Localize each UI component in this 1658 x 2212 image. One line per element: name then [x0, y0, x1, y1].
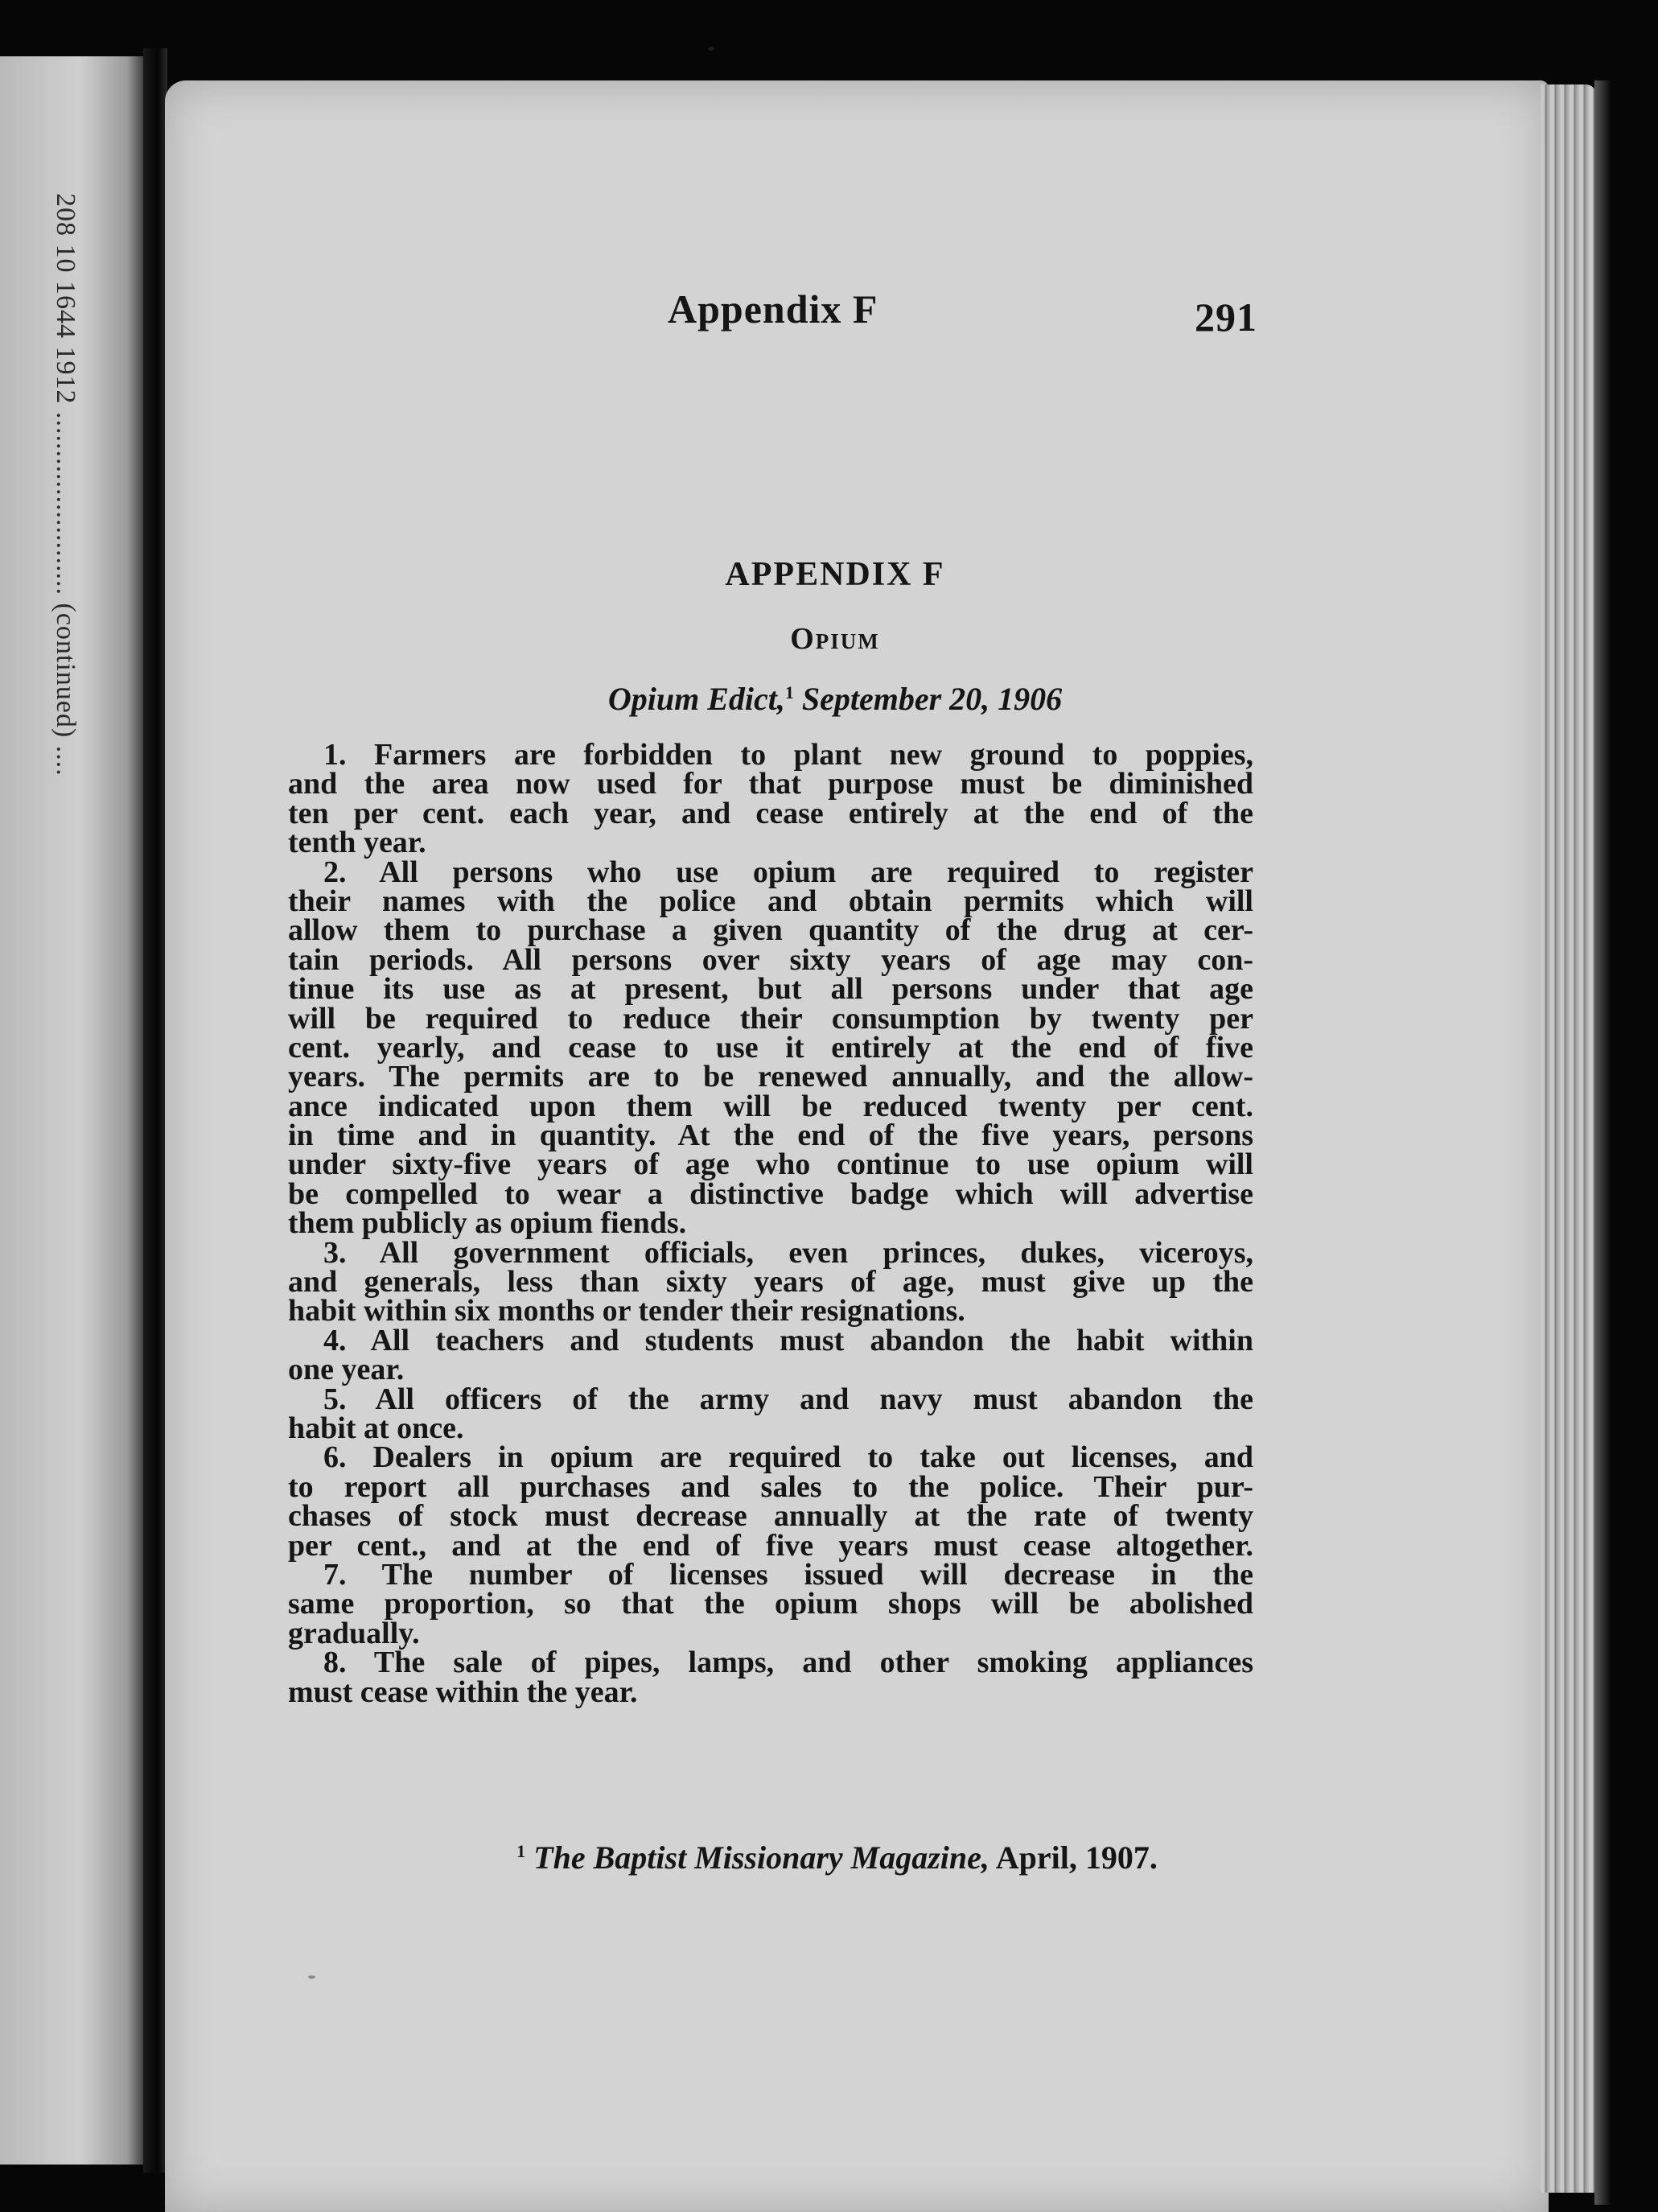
body-line: tain periods. All persons over sixty years of age may con- — [288, 942, 1253, 977]
body-line: ance indicated upon them will be reduced twenty per cent. — [288, 1089, 1253, 1123]
footnote-date: April, 1907. — [989, 1839, 1158, 1876]
body-line: 1. Farmers are forbidden to plant new ground to poppies, — [323, 738, 1253, 772]
body-line: in time and in quantity. At the end of the five years, persons — [288, 1118, 1253, 1153]
body-line: must cease within the year. — [288, 1674, 638, 1709]
body-line: under sixty-five years of age who continue to use opium will — [288, 1147, 1253, 1182]
body-line: gradually. — [288, 1616, 420, 1650]
footnote-marker: 1 — [516, 1841, 526, 1861]
body-line: habit within six months or tender their resignations. — [288, 1294, 965, 1328]
footnote-reference: 1 — [784, 682, 794, 702]
footnote — [0, 1839, 1658, 1876]
footnote-source: The Baptist Missionary Magazine, — [533, 1839, 989, 1876]
edict-title — [0, 680, 1658, 718]
body-line: 7. The number of licenses issued will decrease in the — [323, 1557, 1253, 1592]
body-line: per cent., and at the end of five years must cease altogether. — [288, 1528, 1253, 1563]
body-line: tinue its use as at present, but all persons under that age — [288, 972, 1253, 1007]
edict-date: September 20, 1906 — [793, 681, 1063, 717]
body-line: one year. — [288, 1353, 405, 1387]
body-line: and the area now used for that purpose must be diminished — [288, 767, 1253, 801]
body-line: their names with the police and obtain permits which will — [288, 884, 1253, 918]
body-line: to report all purchases and sales to the police. Their pur- — [288, 1469, 1253, 1504]
edict-body — [288, 740, 1253, 1707]
body-line: be compelled to wear a distinctive badge which will advertise — [288, 1176, 1253, 1211]
page-edges-stack — [1541, 84, 1597, 2193]
body-line: habit at once. — [288, 1411, 464, 1445]
body-line: chases of stock must decrease annually at the rate of twenty — [288, 1499, 1253, 1534]
body-line: allow them to purchase a given quantity of the drug at cer- — [288, 913, 1253, 948]
body-line: same proportion, so that the opium shops will be abolished — [288, 1587, 1253, 1621]
dust-speck — [708, 47, 714, 51]
body-line: them publicly as opium fiends. — [288, 1206, 687, 1241]
body-line: and generals, less than sixty years of age, must give up the — [288, 1265, 1253, 1300]
page-number: 291 — [1195, 295, 1257, 340]
body-line: will be required to reduce their consumption by twenty per — [288, 1001, 1253, 1036]
body-line: 6. Dealers in opium are required to take out licenses, and — [323, 1440, 1253, 1475]
section-heading: Opium — [790, 622, 880, 656]
body-line: cent. yearly, and cease to use it entirely at the end of five — [288, 1030, 1253, 1065]
page-edge-shadow — [1594, 80, 1611, 2205]
running-head: Appendix F — [668, 286, 878, 332]
body-line: 8. The sale of pipes, lamps, and other smoking appliances — [323, 1646, 1253, 1680]
dust-speck — [308, 1975, 315, 1979]
body-line: 2. All persons who use opium are required to register — [323, 855, 1253, 889]
body-line: 4. All teachers and students must abandon the habit within — [323, 1323, 1253, 1357]
edict-title-text: Opium Edict, — [607, 681, 785, 717]
body-line: 3. All government officials, even princes, dukes, viceroys, — [323, 1235, 1253, 1270]
body-line: 5. All officers of the army and navy must abandon the — [323, 1382, 1253, 1416]
left-page-edge-text: 208 10 1644 1912 ........................ (continued) .... — [51, 193, 80, 785]
appendix-heading: APPENDIX F — [725, 556, 945, 593]
body-line: ten per cent. each year, and cease entirely at the end of the — [288, 796, 1253, 830]
body-line: years. The permits are to be renewed annually, and the allow- — [288, 1060, 1253, 1094]
body-line: tenth year. — [288, 826, 426, 860]
